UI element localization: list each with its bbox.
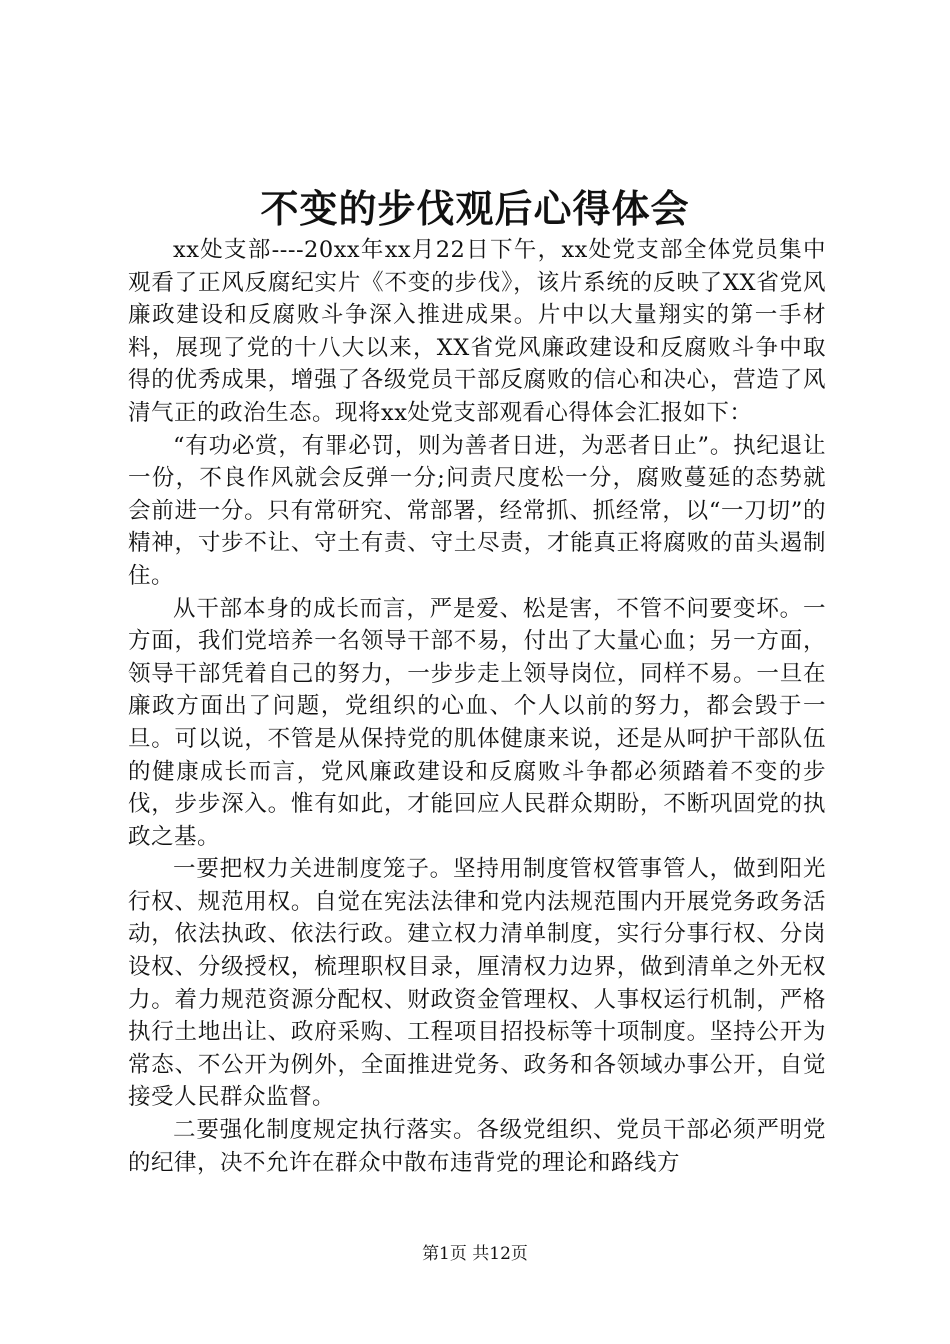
paragraph-quote: “有功必赏，有罪必罚，则为善者日进，为恶者日止”。执纪退让一份，不良作风就会反弹一分;问责尺度松一分，腐败蔓延的态势就会前进一分。只有常研究、常部署，经常抓、抓经常，以“一刀切”的精神，寸步不让、守土有责、守土尽责，才能真正将腐败的苗头遏制住。: [128, 432, 826, 589]
paragraph-cadre-growth: 从干部本身的成长而言，严是爱、松是害，不管不问要变坏。一方面，我们党培养一名领导干部不易，付出了大量心血；另一方面，领导干部凭着自己的努力，一步步走上领导岗位，同样不易。一旦在廉政方面出了问题，党组织的心血、个人以前的努力，都会毁于一旦。可以说，不管是从保持党的肌体健康来说，还是从呵护干部队伍的健康成长而言，党风廉政建设和反腐败斗争都必须踏着不变的步伐，步步深入。惟有如此，才能回应人民群众期盼，不断巩固党的执政之基。: [128, 595, 826, 850]
document-body: [128, 234, 826, 1179]
paragraph-point-two: 二要强化制度规定执行落实。各级党组织、党员干部必须严明党的纪律，决不允许在群众中散布违背党的理论和路线方: [128, 1117, 826, 1176]
page-number: 第1页 共12页: [422, 1244, 528, 1264]
document-title: 不变的步伐观后心得体会: [260, 186, 690, 231]
paragraph-point-one: 一要把权力关进制度笼子。坚持用制度管权管事管人，做到阳光行权、规范用权。自觉在宪法法律和党内法规范围内开展党务政务活动，依法执政、依法行政。建立权力清单制度，实行分事行权、分岗设权、分级授权，梳理职权目录，厘清权力边界，做到清单之外无权力。着力规范资源分配权、财政资金管理权、人事权运行机制，严格执行土地出让、政府采购、工程项目招投标等十项制度。坚持公开为常态、不公开为例外，全面推进党务、政务和各领域办事公开，自觉接受人民群众监督。: [128, 856, 826, 1111]
paragraph-intro: xx处支部----20xx年xx月22日下午，xx处党支部全体党员集中观看了正风反腐纪实片《不变的步伐》，该片系统的反映了XX省党风廉政建设和反腐败斗争深入推进成果。片中以大量翔实的第一手材料，展现了党的十八大以来，XX省党风廉政建设和反腐败斗争中取得的优秀成果，增强了各级党员干部反腐败的信心和决心，营造了风清气正的政治生态。现将xx处党支部观看心得体会汇报如下：: [128, 237, 826, 426]
